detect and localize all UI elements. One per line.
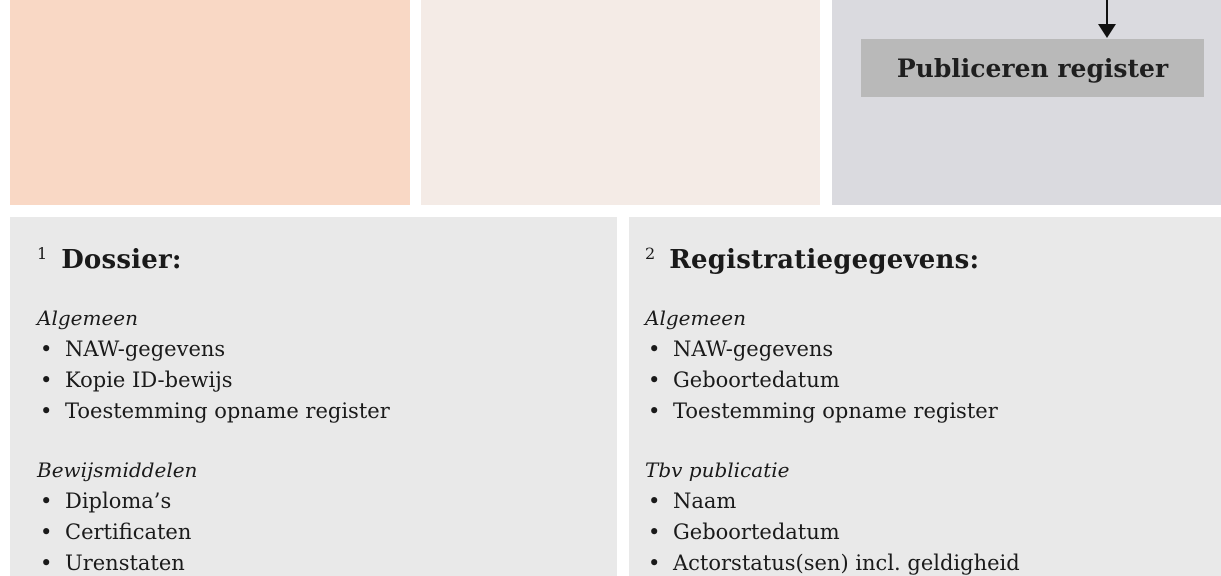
list-item [645,365,1221,396]
bullet-icon: • [648,551,661,575]
list-item-text: NAW-gegevens [65,337,226,361]
list-item-text: Toestemming opname register [65,399,390,423]
section-heading: Algemeen [37,306,138,330]
list-item [37,365,617,396]
flow-arrow-line [1106,0,1108,26]
list-item [645,486,1221,517]
list-item [37,334,617,365]
list-item-text: Certificaten [65,520,192,544]
bullet-icon: • [40,368,53,392]
list-item-text: Kopie ID-bewijs [65,368,233,392]
bullet-icon: • [40,337,53,361]
process-column-2 [421,0,820,205]
list-item-text: Geboortedatum [673,520,840,544]
list-item-text: Geboortedatum [673,368,840,392]
bullet-icon: • [648,489,661,513]
list-item-text: NAW-gegevens [673,337,834,361]
list-item [645,517,1221,548]
list-item-text: Urenstaten [65,551,185,575]
bullet-icon: • [40,551,53,575]
bullet-icon: • [648,337,661,361]
item-list [37,486,617,576]
list-item-text: Toestemming opname register [673,399,998,423]
bullet-icon: • [40,520,53,544]
process-column-3 [832,0,1221,205]
list-item [37,548,617,576]
item-list [37,334,617,427]
section-heading: Tbv publicatie [645,458,790,482]
bullet-icon: • [648,399,661,423]
list-item [37,517,617,548]
publish-register-box: Publiceren register [861,39,1204,97]
panel-title: Registratiegegevens: [669,245,980,275]
bullet-icon: • [40,489,53,513]
list-item [37,486,617,517]
footnote-number: 1 [37,244,48,263]
list-item [645,396,1221,427]
footnote-number: 2 [645,244,656,263]
list-item-text: Actorstatus(sen) incl. geldigheid [673,551,1020,575]
registration-panel [629,217,1221,576]
item-list [645,486,1221,576]
list-item-text: Diploma’s [65,489,172,513]
dossier-panel [10,217,617,576]
process-column-1 [10,0,410,205]
list-item [645,548,1221,576]
section-heading: Algemeen [645,306,746,330]
panel-title: Dossier: [61,245,182,275]
arrow-down-icon [1098,24,1116,38]
list-item [645,334,1221,365]
list-item-text: Naam [673,489,737,513]
section-heading: Bewijsmiddelen [37,458,198,482]
bullet-icon: • [40,399,53,423]
item-list [645,334,1221,427]
panel-header [37,245,617,275]
list-item [37,396,617,427]
bullet-icon: • [648,368,661,392]
bullet-icon: • [648,520,661,544]
panel-header [645,245,1221,275]
